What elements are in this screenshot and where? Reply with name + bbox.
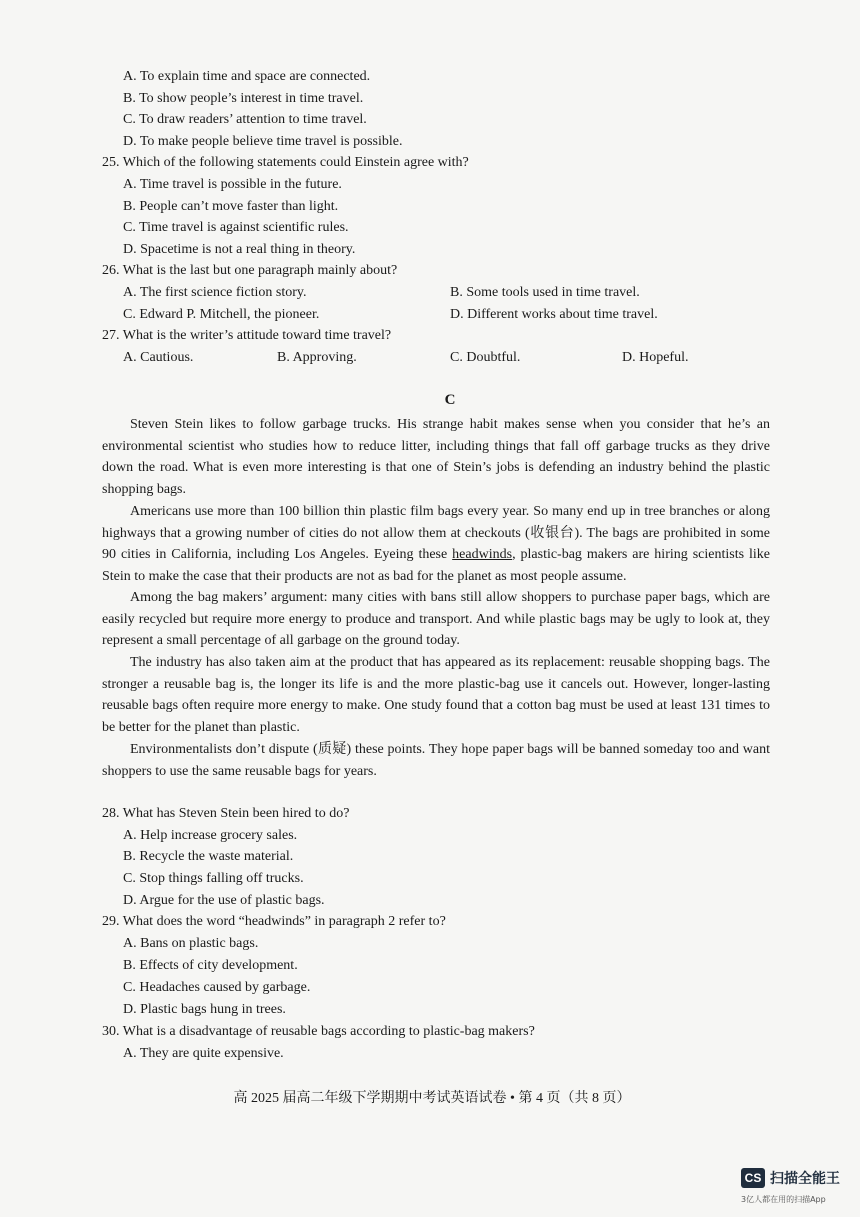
q27-option-c: C. Doubtful. [450,350,521,365]
q25-stem: 25. Which of the following statements could Einstein agree with? [102,155,469,170]
section-heading: C [444,392,456,408]
q27-option-b: B. Approving. [277,350,357,365]
scanner-watermark [741,1168,840,1188]
passage-paragraph-1: Steven Stein likes to follow garbage trucks. His strange habit makes sense when you consider that he’s an environmental scientist who studies how to reduce litter, including things that fall off garbage trucks as they drive down the road. What is even more interesting is that one of Stein’s jobs is defending an industry behind the plastic shopping bags. [102,417,770,498]
q28-stem: 28. What has Steven Stein been hired to do? [102,806,350,821]
q27-option-d: D. Hopeful. [622,350,689,365]
q25-option-d: D. Spacetime is not a real thing in theory. [123,242,356,257]
q30-stem: 30. What is a disadvantage of reusable bags according to plastic-bag makers? [102,1024,535,1039]
q29-option-c: C. Headaches caused by garbage. [123,980,311,995]
page-footer: 高 2025 届高二年级下学期期中考试英语试卷 • 第 4 页（共 8 页） [233,1091,631,1106]
q25-option-a: A. Time travel is possible in the future. [123,177,342,192]
q28-option-d: D. Argue for the use of plastic bags. [123,893,325,908]
q26-option-d: D. Different works about time travel. [450,307,658,322]
q29-option-b: B. Effects of city development. [123,958,298,973]
q26-stem: 26. What is the last but one paragraph mainly about? [102,263,398,278]
camscanner-logo-icon: CS [741,1168,765,1188]
paragraph-2-text-before: Americans use more than 100 billion thin plastic film bags every year. So many end up in tree branches or along highways that a growing number of cities do not allow them at checkouts (收银台). The bags are prohibited in some 90 cities in California, including Los Angeles. Eyeing these [102,504,770,563]
scanner-title: 扫描全能王 [770,1171,840,1187]
passage-paragraph-5: Environmentalists don’t dispute (质疑) these points. They hope paper bags will be banned someday too and want shoppers to use the same reusable bags for years. [102,742,770,779]
q24-option-a: A. To explain time and space are connected. [123,69,371,84]
q28-option-a: A. Help increase grocery sales. [123,828,298,843]
q24-option-c: C. To draw readers’ attention to time travel. [123,112,367,127]
q29-stem: 29. What does the word “headwinds” in paragraph 2 refer to? [102,914,446,929]
passage-paragraph-3: Among the bag makers’ argument: many cities with bans still allow shoppers to purchase paper bags, which are easily recycled but require more energy to produce and transport. And while plastic bags may be ugly to look at, they represent a small percentage of all garbage on the ground today. [102,590,770,649]
scanner-subtitle: 3亿人都在用的扫描App [741,1195,826,1204]
q28-option-c: C. Stop things falling off trucks. [123,871,304,886]
q29-option-a: A. Bans on plastic bags. [123,936,259,951]
passage-paragraph-4: The industry has also taken aim at the product that has appeared as its replacement: reusable shopping bags. The stronger a reusable bag is, the longer its life is and the more plastic-bag use it cancels out. However, longer-lasting reusable bags often require more energy to make. One study found that a cotton bag must be used at least 131 times to be better for the planet than plastic. [102,655,770,736]
q27-stem: 27. What is the writer’s attitude toward time travel? [102,328,392,343]
q24-option-b: B. To show people’s interest in time travel. [123,91,364,106]
q30-option-a: A. They are quite expensive. [123,1046,284,1061]
q27-option-a: A. Cautious. [123,350,194,365]
q25-option-b: B. People can’t move faster than light. [123,199,339,214]
q24-option-d: D. To make people believe time travel is possible. [123,134,403,149]
q25-option-c: C. Time travel is against scientific rules. [123,220,349,235]
q26-option-a: A. The first science fiction story. [123,285,307,300]
q29-option-d: D. Plastic bags hung in trees. [123,1002,286,1017]
paragraph-2-text-after: , plastic-bag makers are hiring scientists like Stein to make the case that their products are not as bad for the planet as most people assume. [102,547,770,585]
q26-option-b: B. Some tools used in time travel. [450,285,640,300]
q26-option-c: C. Edward P. Mitchell, the pioneer. [123,307,320,322]
passage-paragraph-2 [102,501,770,588]
q28-option-b: B. Recycle the waste material. [123,849,294,864]
headwinds-word: headwinds [452,547,513,563]
